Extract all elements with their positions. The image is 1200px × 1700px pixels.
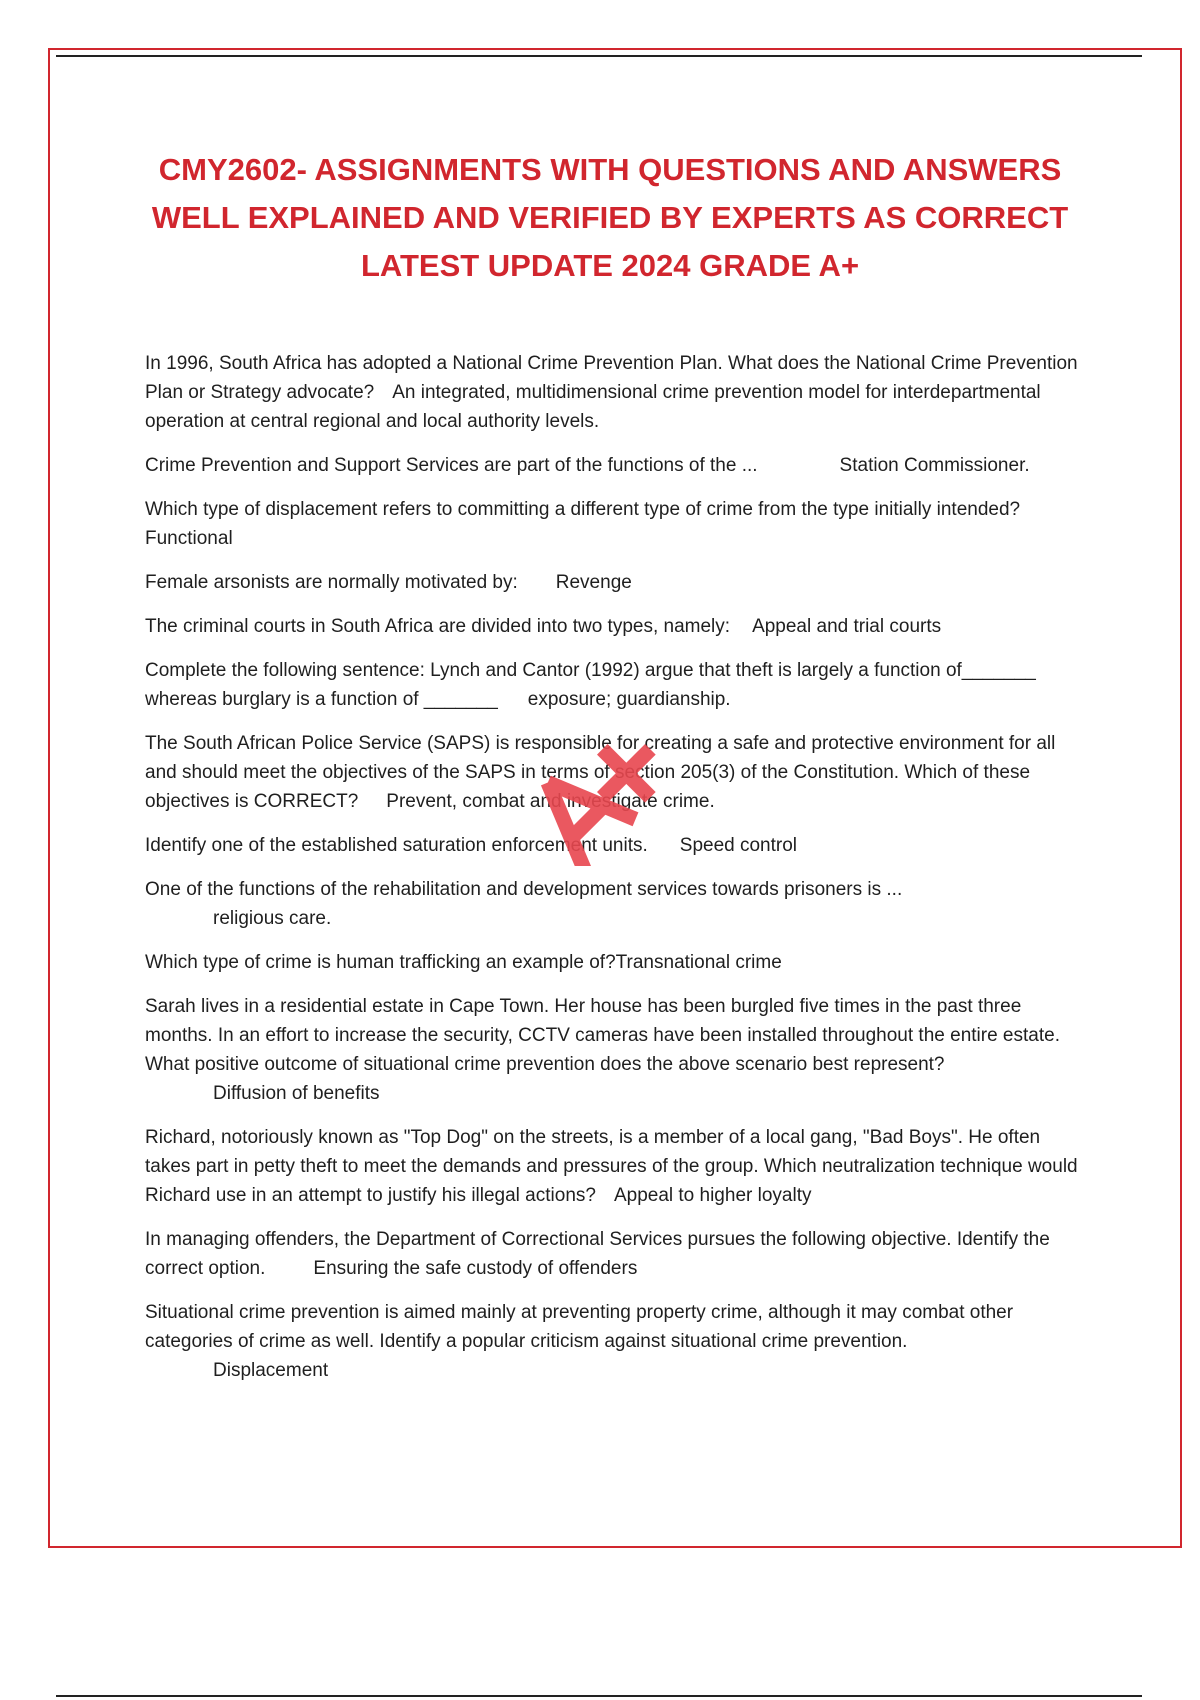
question-text: One of the functions of the rehabilitation and development services towards prisoners is ... bbox=[145, 879, 903, 900]
answer-text: Transnational crime bbox=[615, 952, 782, 973]
question-text: Which type of displacement refers to committing a different type of crime from the type initially intended? bbox=[145, 499, 1021, 520]
question-text: Sarah lives in a residential estate in Cape Town. Her house has been burgled five times in the past three months. In an effort to increase the security, CCTV cameras have been installed throughout the entire estate. What positive outcome of situational crime prevention does the above scenario best represent? bbox=[145, 996, 1060, 1075]
top-rule bbox=[56, 55, 1142, 57]
answer-text: Diffusion of benefits bbox=[213, 1083, 380, 1104]
answer-text: Appeal and trial courts bbox=[752, 616, 942, 637]
answer-text: Functional bbox=[145, 528, 233, 549]
answer-text: Displacement bbox=[213, 1360, 329, 1381]
question-text: Crime Prevention and Support Services are part of the functions of the ... bbox=[145, 455, 758, 476]
qa-item bbox=[145, 451, 1090, 480]
question-text: Richard, notoriously known as "Top Dog" on the streets, is a member of a local gang, "Bad Boys". He often takes part in petty theft to meet the demands and pressures of the group. Which neutralization technique would Richard use in an attempt to justify his illegal actions? bbox=[145, 1127, 1078, 1206]
question-text: Complete the following sentence: Lynch and Cantor (1992) argue that theft is largely a function of_______ whereas burglary is a function of _______ bbox=[145, 660, 1036, 710]
answer-text: Speed control bbox=[679, 835, 798, 856]
qa-item bbox=[145, 568, 1090, 597]
qa-item bbox=[145, 1225, 1090, 1283]
answer-text: exposure; guardianship. bbox=[527, 689, 731, 710]
title-line-1: CMY2602- ASSIGNMENTS WITH QUESTIONS AND ANSWERS bbox=[158, 152, 1062, 187]
qa-item bbox=[145, 656, 1090, 714]
answer-text: Station Commissioner. bbox=[839, 455, 1030, 476]
qa-item bbox=[145, 948, 1090, 977]
question-text: Which type of crime is human trafficking an example of? bbox=[145, 952, 616, 973]
document-title bbox=[110, 146, 1110, 290]
bottom-rule bbox=[56, 1695, 1142, 1697]
answer-text: An integrated, multidimensional crime prevention model for interdepartmental operation at central regional and local authority levels. bbox=[145, 382, 1041, 432]
qa-item bbox=[145, 1298, 1090, 1385]
answer-text: Appeal to higher loyalty bbox=[613, 1185, 812, 1206]
title-line-2: WELL EXPLAINED AND VERIFIED BY EXPERTS AS CORRECT bbox=[151, 200, 1069, 235]
question-text: Female arsonists are normally motivated by: bbox=[145, 572, 518, 593]
qa-item bbox=[145, 831, 1090, 860]
question-text: In managing offenders, the Department of Correctional Services pursues the following objective. Identify the correct option. bbox=[145, 1229, 1050, 1279]
qa-item bbox=[145, 495, 1090, 553]
qa-item bbox=[145, 992, 1090, 1108]
question-text: The South African Police Service (SAPS) is responsible for creating a safe and protective environment for all and should meet the objectives of the SAPS in terms of section 205(3) of the Constitution. Which of these objectives is CORRECT? bbox=[145, 733, 1056, 812]
answer-text: Prevent, combat and investigate crime. bbox=[386, 791, 715, 812]
answer-text: Ensuring the safe custody of offenders bbox=[313, 1258, 638, 1279]
qa-item bbox=[145, 729, 1090, 816]
answer-text: Revenge bbox=[555, 572, 632, 593]
qa-list bbox=[145, 349, 1090, 1400]
qa-item bbox=[145, 612, 1090, 641]
question-text: Identify one of the established saturation enforcement units. bbox=[145, 835, 648, 856]
answer-text: religious care. bbox=[213, 908, 332, 929]
qa-item bbox=[145, 1123, 1090, 1210]
question-text: The criminal courts in South Africa are divided into two types, namely: bbox=[145, 616, 731, 637]
qa-item bbox=[145, 349, 1090, 436]
title-line-3: LATEST UPDATE 2024 GRADE A+ bbox=[360, 248, 860, 283]
question-text: Situational crime prevention is aimed mainly at preventing property crime, although it may combat other categories of crime as well. Identify a popular criticism against situational crime prevention. bbox=[145, 1302, 1014, 1352]
qa-item bbox=[145, 875, 1090, 933]
question-text: In 1996, South Africa has adopted a National Crime Prevention Plan. What does the National Crime Prevention Plan or Strategy advocate? bbox=[145, 353, 1078, 403]
